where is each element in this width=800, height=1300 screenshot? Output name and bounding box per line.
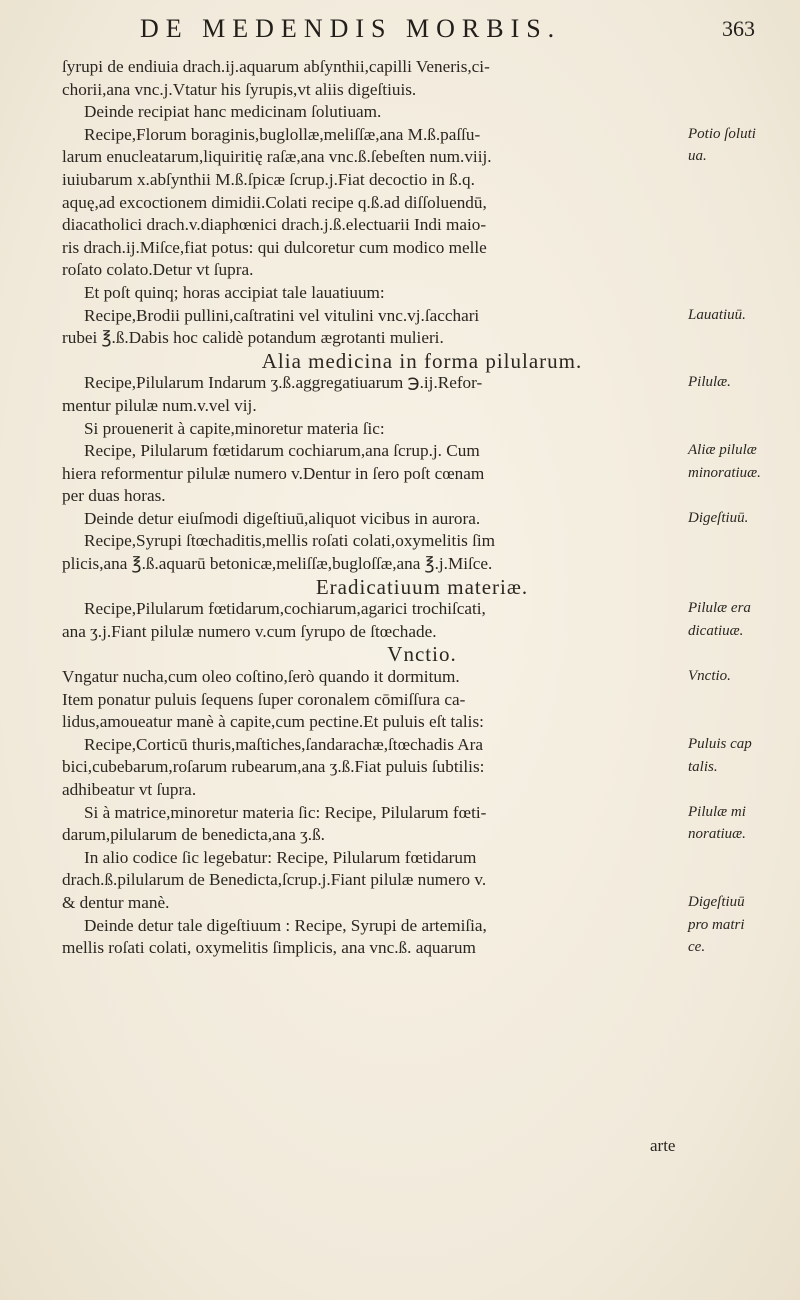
text-line: Deinde recipiat hanc medicinam ſolutiuam.	[84, 102, 382, 122]
text-line: Si à matrice,minoretur materia ſic: Recipe, Pilularum fœti-	[84, 802, 487, 822]
marginal-note: Pilulæ mi	[688, 803, 746, 820]
text-line: drach.ß.pilularum de Benedicta,ſcrup.j.Fiant pilulæ numero v.	[62, 870, 487, 890]
marginal-note: Lauatiuū.	[688, 306, 746, 323]
marginal-note: Digeſtiuū	[688, 894, 745, 911]
text-line: Recipe, Pilularum fœtidarum cochiarum,ana ſcrup.j. Cum	[84, 441, 480, 461]
text-line: hiera reformentur pilulæ numero v.Dentur in ſero poſt cœnam	[62, 463, 485, 483]
text-line: Recipe,Corticū thuris,maſtiches,ſandarachæ,ſtœchadis Ara	[84, 734, 484, 754]
text-line: Et poſt quinq; horas accipiat tale lauatiuum:	[84, 282, 385, 302]
text-line: Recipe,Florum boraginis,buglollæ,meliſſæ,ana M.ß.paſſu-	[84, 124, 481, 144]
text-line: per duas horas.	[62, 486, 166, 506]
text-line: Recipe,Pilularum fœtidarum,cochiarum,agarici trochiſcati,	[84, 599, 486, 619]
text-line: In alio codice ſic legebatur: Recipe, Pilularum fœtidarum	[84, 847, 477, 867]
text-line: ana ʒ.j.Fiant pilulæ numero v.cum ſyrupo de ſtœchade.	[62, 621, 437, 641]
marginal-note: Digeſtiuū.	[688, 510, 749, 526]
text-line: roſato colato.Detur vt ſupra.	[62, 260, 254, 280]
text-line: ris drach.ij.Miſce,fiat potus: qui dulcoretur cum modico melle	[62, 237, 487, 257]
text-line: ſyrupi de endiuia drach.ij.aquarum abſynthii,capilli Veneris,ci-	[62, 57, 490, 76]
text-line: mellis roſati colati, oxymelitis ſimplicis, ana vnc.ß. aquarum	[62, 938, 476, 958]
section-heading: Eradicatiuum materiæ.	[315, 574, 529, 599]
text-line: larum enucleatarum,liquiritię raſæ,ana vnc.ß.ſebeſten num.viij.	[62, 147, 492, 167]
text-line: & dentur manè.	[62, 892, 170, 912]
text-line: rubei ℥.ß.Dabis hoc calidè potandum ægrotanti mulieri.	[62, 328, 444, 348]
text-line: lidus,amoueatur manè à capite,cum pectine.Et puluis eſt talis:	[62, 712, 484, 732]
text-line: diacatholici drach.v.diaphœnici drach.j.ß.electuarii Indi maio-	[62, 215, 487, 235]
page-header	[62, 14, 762, 54]
running-title: DE MEDENDIS MORBIS.	[140, 14, 562, 43]
marginal-note: ce.	[688, 939, 706, 956]
marginal-note: dicatiuæ.	[688, 623, 744, 639]
text-line: adhibeatur vt ſupra.	[62, 780, 197, 799]
marginal-note: ua.	[688, 148, 707, 165]
marginal-note: Puluis cap	[688, 736, 752, 752]
text-line: Vngatur nucha,cum oleo coſtino,ſerò quando it dormitum.	[62, 667, 460, 687]
text-line: Item ponatur puluis ſequens ſuper coronalem cōmiſſura ca-	[62, 689, 466, 709]
section-heading: Alia medicina in forma pilularum.	[261, 348, 583, 373]
text-line: chorii,ana vnc.j.Vtatur his ſyrupis,vt aliis digeſtiuis.	[62, 79, 417, 99]
page-number: 363	[722, 16, 755, 41]
text-line: darum,pilularum de benedicta,ana ʒ.ß.	[62, 825, 325, 845]
text-line: Recipe,Brodii pullini,caſtratini vel vitulini vnc.vj.ſacchari	[84, 305, 480, 325]
text-line: Deinde detur eiuſmodi digeſtiuū,aliquot vicibus in aurora.	[84, 508, 481, 528]
marginal-note: pro matri	[688, 916, 745, 933]
text-line: Recipe,Syrupi ſtœchaditis,mellis roſati colati,oxymelitis ſim	[84, 531, 496, 551]
text-line: bici,cubebarum,roſarum rubearum,ana ʒ.ß.Fiat puluis ſubtilis:	[62, 757, 485, 777]
marginal-note: minoratiuæ.	[688, 464, 761, 481]
section-heading: Vnctio.	[387, 642, 457, 667]
marginal-note: noratiuæ.	[688, 826, 746, 843]
marginal-note: Aliæ pilulæ	[688, 442, 757, 459]
text-line: iuiubarum x.abſynthii M.ß.ſpicæ ſcrup.j.Fiat decoctio in ß.q.	[62, 169, 475, 189]
marginal-note: talis.	[688, 758, 718, 775]
text-line: Deinde detur tale digeſtiuum : Recipe, Syrupi de artemiſia,	[84, 915, 487, 935]
marginal-note: Vnctio.	[688, 668, 731, 685]
text-line: Si prouenerit à capite,minoretur materia ſic:	[84, 418, 385, 438]
text-line: plicis,ana ℥.ß.aquarū betonicæ,meliſſæ,bugloſſæ,ana ℥.j.Miſce.	[62, 554, 493, 574]
text-line: aquę,ad excoctionem dimidii.Colati recipe q.ß.ad diſſoluendū,	[62, 192, 487, 212]
marginal-note: Pilulæ era	[688, 600, 751, 617]
marginal-note: Potio ſoluti	[688, 125, 756, 142]
text-line: mentur pilulæ num.v.vel vij.	[62, 395, 257, 415]
marginal-note: Pilulæ.	[688, 374, 731, 391]
catchword: arte	[650, 1136, 676, 1155]
text-line: Recipe,Pilularum Indarum ʒ.ß.aggregatiuarum ℈.ij.Refor-	[84, 373, 483, 393]
main-text-block	[62, 56, 742, 960]
